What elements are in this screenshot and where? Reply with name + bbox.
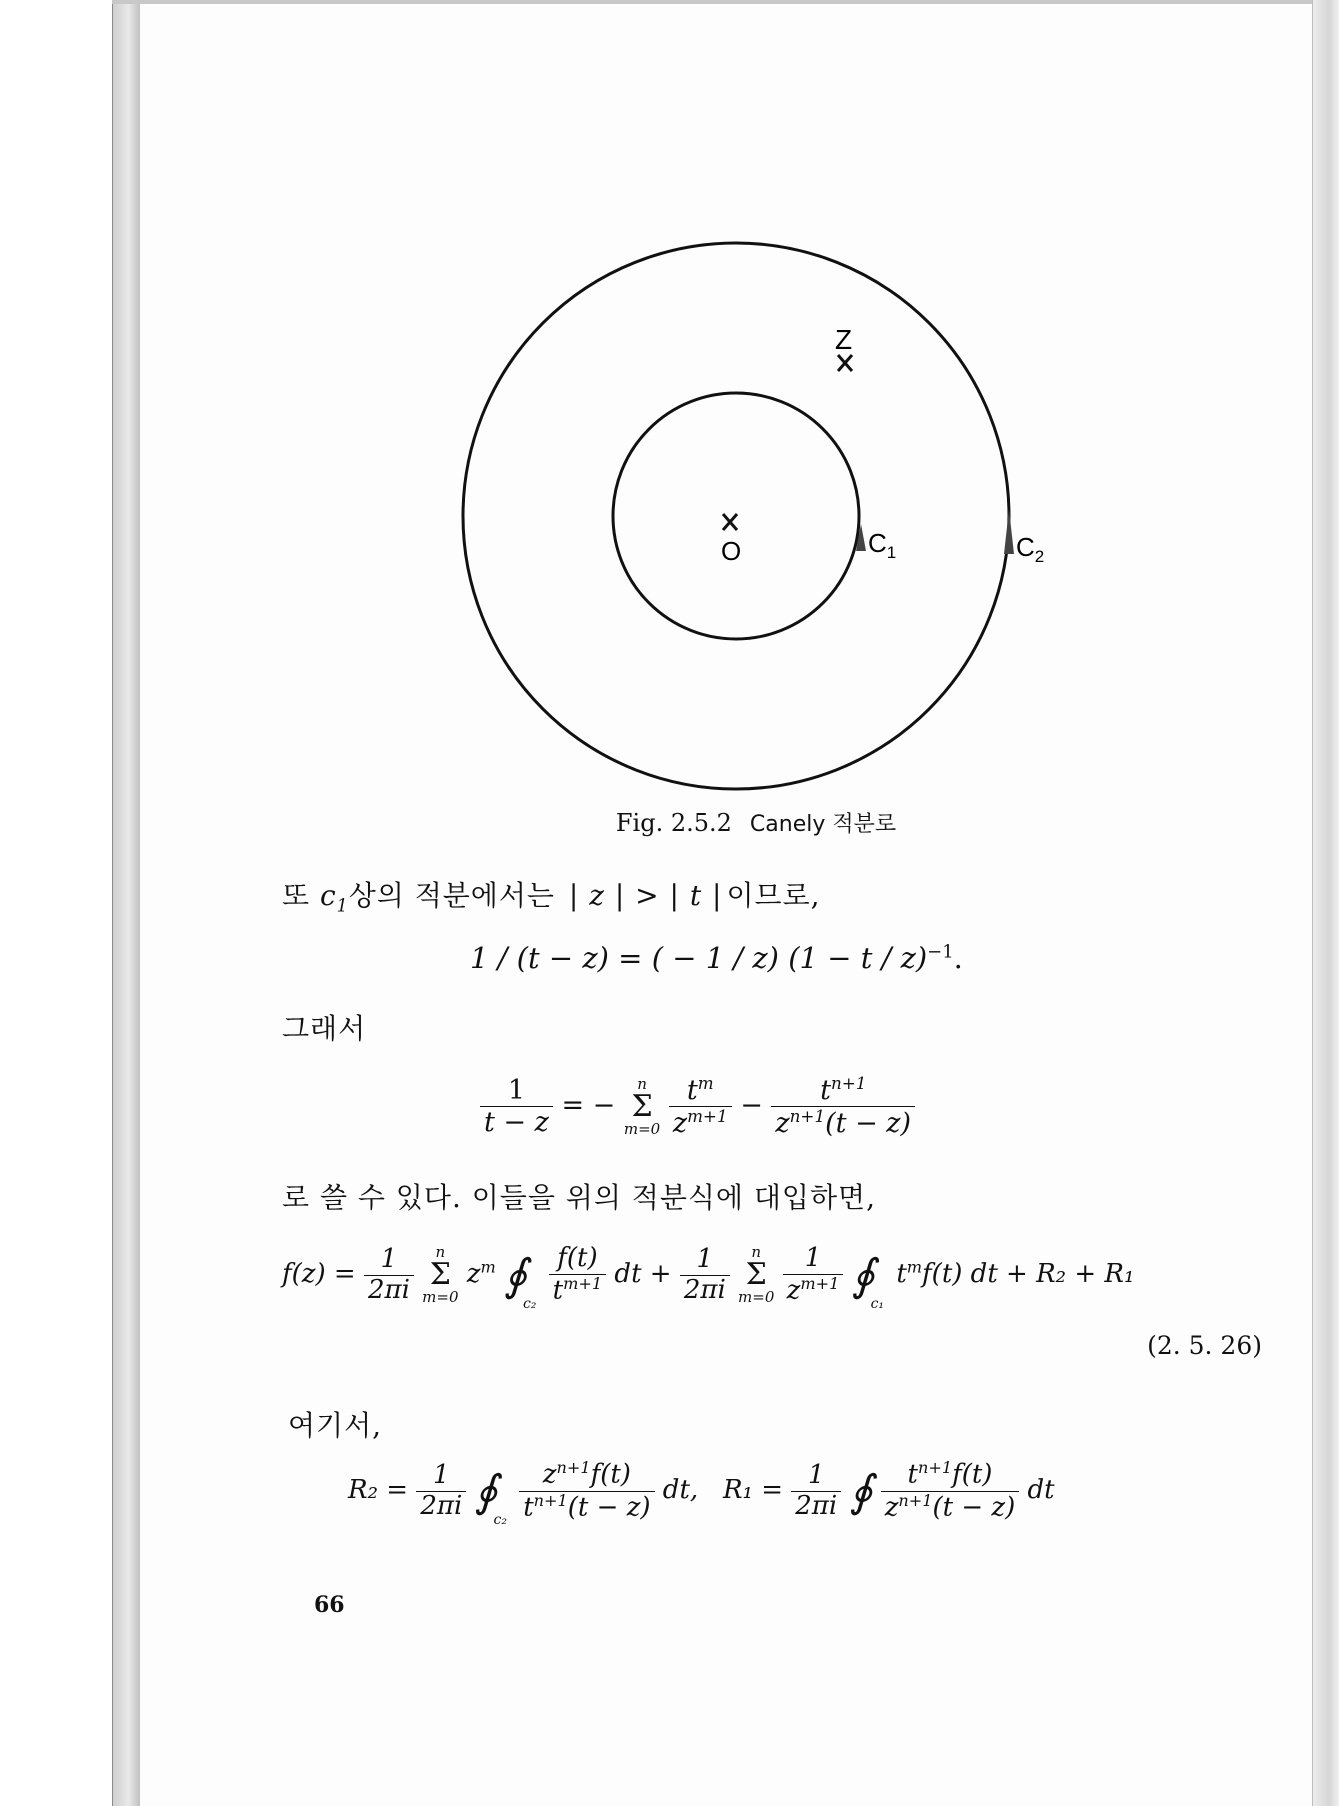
outer-contour-label: $C_2$ [1016, 532, 1045, 566]
figure-number: Fig. 2.5.2 [615, 809, 732, 837]
book-page [140, 4, 1312, 1806]
origin-label: O [721, 536, 742, 566]
paragraph-4: 여기서, [288, 1409, 383, 1442]
paragraph-1: 또 $c_1$상의 적분에서는 | z | > | t | 이므로, [282, 879, 821, 917]
figure-title: Canely 적분로 [749, 812, 897, 837]
outer-direction-arrow [1004, 509, 1014, 554]
paragraph-3: 로 쓸 수 있다. 이들을 위의 적분식에 대입하면, [282, 1181, 876, 1214]
equation-remainders: R₂ = $\frac{1}{2\pi i}$ $∮_{c_2}$ $\frac{z^{n+1}f(t)}{t^{n+1}(t - z)}$ dt, R₁ = $\frac{1}{2\pi i}$ ∮ $\frac{t^{n+1}f(t)}{z^{n+1}(t - z)}$ dt [348, 1458, 1055, 1528]
page-number: 66 [314, 1592, 345, 1618]
equation-main: f(z) = $\frac{1}{2\pi i}$ n Σ m=0 $z^m$ $∮_{c_2}$ $\frac{f(t)}{t^{m+1}}$ dt + $\frac{1}{2\pi i}$ n Σ m=0 $\frac{1}{z^{m+1}}$ $∮_{c_1}$ $t^mf(t)$ dt + R₂ + R₁ [282, 1243, 1135, 1312]
origin-mark [723, 514, 737, 530]
contour-figure [140, 4, 1312, 804]
equation-series: $\frac{1}{t - z}$ = − n Σ m=0 $\frac{t^m}{z^{m+1}}$ − $\frac{t^{n+1}}{z^{n+1}(t - z)}$ [480, 1074, 915, 1139]
point-z-label: Z [835, 324, 853, 355]
point-z-mark [838, 355, 852, 371]
equation-geometric: 1 / (t − z) = ( − 1 / z) $(1 - t / z)^{-1}$. [470, 941, 963, 975]
book-edge-right [1312, 0, 1339, 1806]
figure-caption [140, 807, 1312, 838]
equation-number: (2. 5. 26) [1147, 1331, 1262, 1360]
inner-contour-label: $C_1$ [868, 528, 897, 562]
book-spine-left [112, 0, 141, 1806]
paragraph-2: 그래서 [282, 1012, 367, 1045]
